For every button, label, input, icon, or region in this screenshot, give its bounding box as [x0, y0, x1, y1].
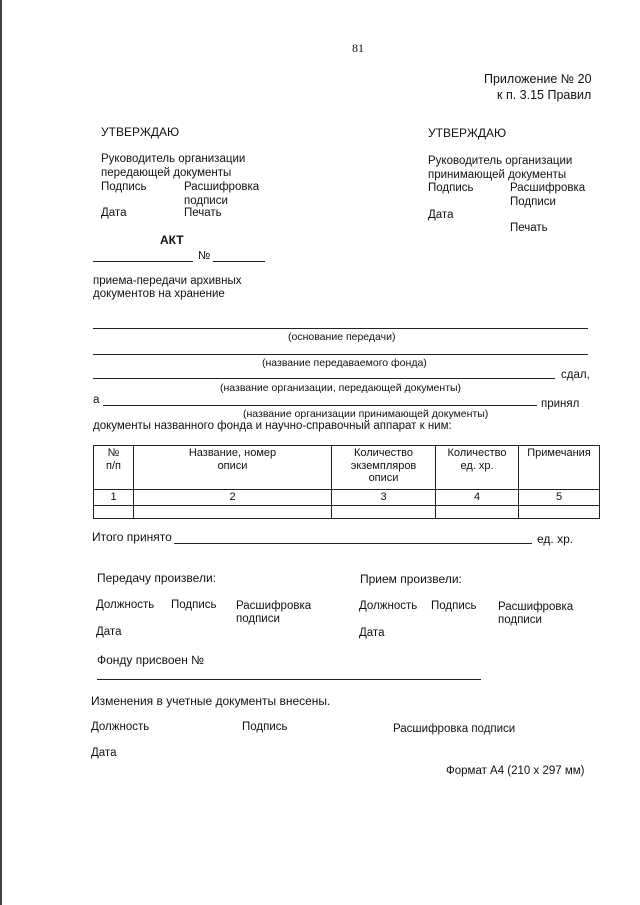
changes-text: Изменения в учетные документы внесены.	[91, 694, 331, 708]
transfer-decoding1: Расшифровка	[236, 600, 312, 612]
reception-date: Дата	[359, 627, 385, 639]
to-prefix: а	[93, 394, 100, 406]
accepted-label: принял	[541, 398, 580, 410]
approve-right-date: Дата	[428, 209, 454, 221]
header-cell-copies	[332, 446, 436, 490]
appendix-line1: Приложение № 20	[484, 72, 592, 86]
table-number-row	[94, 490, 600, 506]
transfer-date: Дата	[96, 626, 122, 638]
fund-line	[93, 354, 588, 355]
approve-right-title: УТВЕРЖДАЮ	[428, 126, 507, 140]
approve-left-decoding2: подписи	[184, 195, 228, 207]
header-text: описи	[368, 472, 399, 485]
fund-caption: (название передаваемого фонда)	[262, 357, 427, 369]
approve-left-org2: передающей документы	[101, 167, 232, 179]
header-text: описи	[217, 459, 248, 472]
approve-left-decoding1: Расшифровка	[184, 181, 260, 193]
table-cell	[134, 505, 332, 518]
approve-left-date: Дата	[101, 207, 127, 219]
table-cell	[436, 505, 519, 518]
approve-left-seal: Печать	[184, 207, 222, 219]
header-cell-notes	[519, 446, 600, 490]
table-cell: 5	[519, 490, 600, 506]
reception-signature: Подпись	[431, 600, 477, 612]
total-unit: ед. хр.	[537, 532, 574, 546]
from-org-line	[93, 378, 555, 379]
scan-edge	[0, 0, 2, 905]
table-header-row	[94, 446, 600, 490]
act-subject2: документов на хранение	[93, 288, 225, 300]
header-text: экземпляров	[350, 459, 417, 472]
act-date-line	[93, 261, 193, 262]
table-blank-row	[94, 505, 600, 518]
table-cell: 1	[94, 490, 134, 506]
act-number-line	[213, 261, 265, 262]
approve-right-decoding2: Подписи	[510, 196, 556, 208]
approve-right-org2: принимающей документы	[428, 169, 567, 181]
from-org-caption: (название организации, передающей документы)	[220, 382, 462, 394]
approve-left-title: УТВЕРЖДАЮ	[101, 125, 180, 139]
approve-right-signature: Подпись	[428, 182, 474, 194]
basis-line	[93, 328, 588, 329]
changes-date: Дата	[91, 747, 117, 759]
table-cell: 4	[436, 490, 519, 506]
header-text: Примечания	[527, 447, 591, 459]
table-cell	[332, 505, 436, 518]
reception-position: Должность	[359, 600, 418, 612]
header-cell-units	[436, 446, 519, 490]
approve-right-seal: Печать	[510, 222, 548, 234]
header-text: №	[107, 447, 120, 459]
transfer-decoding2: подписи	[236, 613, 280, 625]
fund-assigned-label: Фонду присвоен №	[97, 653, 205, 667]
header-cell-name	[134, 446, 332, 490]
fund-assigned-line	[97, 679, 481, 680]
transfer-position: Должность	[96, 599, 155, 611]
header-text: Количество	[353, 447, 414, 459]
total-label: Итого принято	[92, 530, 172, 544]
approve-right-org1: Руководитель организации	[428, 155, 573, 167]
to-org-caption: (название организации принимающей документы)	[243, 408, 489, 420]
header-text: Название, номер	[188, 447, 277, 459]
act-title: АКТ	[160, 233, 184, 247]
header-text: Количество	[447, 447, 507, 459]
header-text: ед. хр.	[460, 459, 494, 472]
statement-text: документы названного фонда и научно-справочный аппарат к ним:	[93, 420, 452, 432]
approve-right-decoding1: Расшифровка	[510, 182, 586, 194]
basis-caption: (основание передачи)	[288, 331, 396, 343]
total-line	[174, 543, 532, 544]
header-text: п/п	[106, 459, 121, 472]
changes-signature: Подпись	[242, 721, 288, 733]
table-cell	[94, 505, 134, 518]
appendix-line2: к п. 3.15 Правил	[497, 88, 592, 102]
handed-over-label: сдал,	[561, 369, 590, 381]
reception-decoding2: подписи	[498, 614, 542, 626]
act-subject1: приема-передачи архивных	[93, 275, 242, 287]
table-cell	[519, 505, 600, 518]
page-number: 81	[352, 41, 364, 55]
reception-decoding1: Расшифровка	[498, 601, 574, 613]
inventory-table	[93, 445, 600, 519]
format-note: Формат А4 (210 x 297 мм)	[446, 765, 585, 777]
header-cell-number	[94, 446, 134, 490]
table-cell: 3	[332, 490, 436, 506]
to-org-line	[103, 405, 537, 406]
transfer-title: Передачу произвели:	[97, 571, 216, 585]
transfer-signature: Подпись	[171, 599, 217, 611]
reception-title: Прием произвели:	[360, 572, 462, 586]
changes-position: Должность	[91, 721, 150, 733]
act-number-label: №	[198, 250, 211, 262]
table-cell: 2	[134, 490, 332, 506]
approve-left-signature: Подпись	[101, 181, 147, 193]
approve-left-org1: Руководитель организации	[101, 153, 246, 165]
changes-decoding: Расшифровка подписи	[393, 723, 516, 735]
